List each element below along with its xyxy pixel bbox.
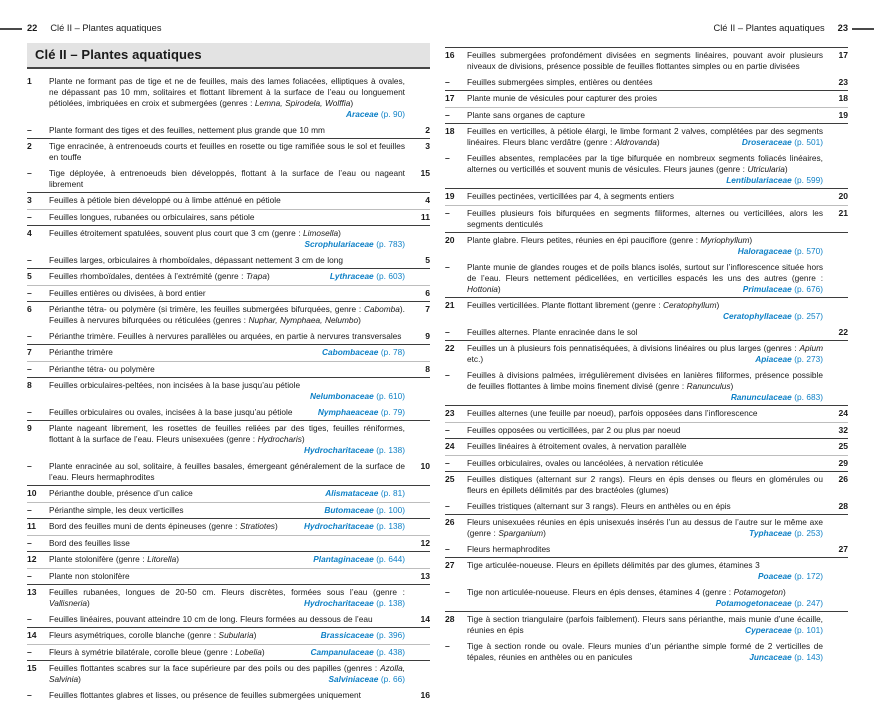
- couplet-lead: 5: [27, 271, 49, 282]
- couplet-lead: 6: [27, 304, 49, 315]
- couplet-text: Feuilles en verticilles, à pétiole élargi, le limbe formant 2 valves, complétées par des segments linéaires. Fleurs blanc verdâtre (genre : Aldrovanda) Droseraceae (p. 501): [467, 126, 823, 148]
- couplet-lead: –: [27, 364, 49, 375]
- couplet-target: 21: [823, 208, 848, 219]
- key-row: [445, 612, 848, 639]
- family-reference: [706, 598, 823, 609]
- key-row: [27, 166, 430, 194]
- couplet-text: Fleurs unisexuées réunies en épis unisexués insérés l’un au dessus de l’autre sur le même axe (genre : Sparganium) Typhaceae (p. 253): [467, 517, 823, 539]
- couplet-lead: –: [445, 153, 467, 164]
- family-page-ref: (p. 783): [374, 239, 405, 249]
- couplet-text: Feuilles flottantes scabres sur la face supérieure par des poils ou des papilles (genres : Azolla, Salvinia) Salviniaceae (p. 66): [49, 663, 405, 685]
- couplet-lead: 18: [445, 126, 467, 137]
- key-row: [445, 124, 848, 151]
- couplet-target: 2: [405, 125, 430, 136]
- family-name: Lentibulariaceae: [726, 175, 791, 185]
- key-row: [27, 123, 430, 140]
- family-page-ref: (p. 570): [792, 246, 823, 256]
- key-row: [27, 628, 430, 645]
- key-row: [445, 341, 848, 368]
- couplet-lead: –: [445, 77, 467, 88]
- family-name: Ceratophyllaceae: [723, 311, 792, 321]
- couplet-text: Plante sans organes de capture: [467, 110, 823, 121]
- couplet-lead: 14: [27, 630, 49, 641]
- key-row: [27, 74, 430, 123]
- family-reference: [320, 271, 405, 282]
- couplet-lead: 23: [445, 408, 467, 419]
- family-page-ref: (p. 81): [378, 488, 405, 498]
- couplet-target: 4: [405, 195, 430, 206]
- family-page-ref: (p. 247): [792, 598, 823, 608]
- couplet-text: Plante enracinée au sol, solitaire, à feuilles basales, émergeant généralement de la surface de l’eau. Fleurs hermaphrodites: [49, 461, 405, 483]
- couplet-lead: –: [445, 208, 467, 219]
- key-row: [27, 269, 430, 286]
- key-row: [27, 378, 430, 405]
- key-row: [27, 329, 430, 346]
- couplet-text: Feuilles entières ou divisées, à bord entier: [49, 288, 405, 299]
- couplet-text: Feuilles orbiculaires-peltées, non incisées à la base jusqu’au pétiole Nelumbonaceae (p. 610): [49, 380, 405, 402]
- family-name: Potamogetonaceae: [716, 598, 792, 608]
- couplet-text: Tige non articulée-noueuse. Fleurs en épis denses, étamines 4 (genre : Potamogeton) Potamogetonaceae (p. 247): [467, 587, 823, 609]
- couplet-text: Périanthe tétra- ou polymère (si trimère, les feuilles submergées bifurquées, genre : Cabomba). Feuilles à nervures bifurquées ou réticulées (genres : Nuphar, Nymphaea, Nelumbo): [49, 304, 405, 326]
- page-right: [445, 0, 848, 665]
- family-reference: [716, 175, 823, 186]
- key-row: [27, 486, 430, 503]
- couplet-target: 26: [823, 474, 848, 485]
- key-row: [27, 421, 430, 459]
- family-page-ref: (p. 599): [792, 175, 823, 185]
- key-row: [27, 688, 430, 703]
- family-reference: [294, 521, 405, 532]
- family-name: Scrophulariaceae: [305, 239, 374, 249]
- couplet-text: Feuilles à pétiole bien développé ou à limbe atténué en pétiole: [49, 195, 405, 206]
- running-head-left: [27, 23, 430, 34]
- running-head-right: [445, 23, 848, 34]
- key-row: [445, 439, 848, 456]
- couplet-text: Feuilles alternes (une feuille par noeud), parfois opposées dans l’inflorescence: [467, 408, 823, 419]
- family-reference: [301, 647, 406, 658]
- couplet-target: 11: [405, 212, 430, 223]
- couplet-text: Plante stolonifère (genre : Litorella) Plantaginaceae (p. 644): [49, 554, 405, 565]
- couplet-lead: –: [27, 538, 49, 549]
- couplet-text: Tige enracinée, à entrenoeuds courts et feuilles en rosette ou tige ramifiée sous le sol et feuilles en touffe: [49, 141, 405, 163]
- family-name: Araceae: [346, 109, 378, 119]
- couplet-lead: 13: [27, 587, 49, 598]
- couplet-lead: –: [27, 212, 49, 223]
- couplet-lead: –: [27, 461, 49, 472]
- couplet-lead: –: [27, 614, 49, 625]
- couplet-text: Feuilles distiques (alternant sur 2 rangs). Fleurs en épis denses ou fleurs en glomérules ou fleurs en épillets délimités par des bractéoles (glumes): [467, 474, 823, 496]
- couplet-lead: –: [27, 288, 49, 299]
- couplet-text: Périanthe trimère. Feuilles à nervures parallèles ou arquées, en partie à nervures transversales: [49, 331, 405, 342]
- family-name: Poaceae: [758, 571, 792, 581]
- couplet-text: Feuilles rhomboïdales, dentées à l’extrémité (genre : Trapa) Lythraceae (p. 603): [49, 271, 405, 282]
- family-page-ref: (p. 273): [792, 354, 823, 364]
- couplet-lead: 22: [445, 343, 467, 354]
- couplet-lead: –: [27, 255, 49, 266]
- family-reference: [308, 407, 405, 418]
- family-reference: [735, 625, 823, 636]
- family-name: Plantaginaceae: [313, 554, 373, 564]
- couplet-lead: 10: [27, 488, 49, 499]
- couplet-target: 14: [405, 614, 430, 625]
- key-row: [445, 585, 848, 613]
- couplet-lead: –: [27, 125, 49, 136]
- family-reference: [295, 239, 406, 250]
- couplet-lead: 20: [445, 235, 467, 246]
- couplet-text: Plante nageant librement, les rosettes de feuilles reliées par des tiges, feuilles réniformes, flottant à la surface de l’eau. Fleurs unisexuées (genre : Hydrocharis) Hydrocharitaceae (p. 138): [49, 423, 405, 456]
- key-row: [27, 286, 430, 303]
- family-page-ref: (p. 676): [792, 284, 823, 294]
- couplet-target: 3: [405, 141, 430, 152]
- couplet-text: Tige déployée, à entrenoeuds bien développés, flottant à la surface de l’eau ou nageant librement: [49, 168, 405, 190]
- right-margin-tick: [852, 28, 874, 30]
- family-reference: [739, 652, 823, 663]
- couplet-target: 6: [405, 288, 430, 299]
- family-name: Butomaceae: [324, 505, 373, 515]
- couplet-text: Périanthe trimère Cabombaceae (p. 78): [49, 347, 405, 358]
- family-page-ref: (p. 143): [792, 652, 823, 662]
- couplet-text: Feuilles rubanées, longues de 20-50 cm. Fleurs discrètes, formées sous l’eau (genre : Vallisneria) Hydrocharitaceae (p. 138): [49, 587, 405, 609]
- couplet-target: 8: [405, 364, 430, 375]
- couplet-text: Feuilles larges, orbiculaires à rhomboïdales, dépassant nettement 3 cm de long: [49, 255, 405, 266]
- couplet-text: Tige à section ronde ou ovale. Fleurs munies d’un périanthe simple formé de 2 verticilles de tépales, réunies en anthèles ou en panicules Juncaceae (p. 143): [467, 641, 823, 663]
- key-row: [27, 459, 430, 487]
- key-row: [27, 226, 430, 253]
- family-name: Campanulaceae: [311, 647, 374, 657]
- couplet-text: Fleurs hermaphrodites: [467, 544, 823, 555]
- couplet-lead: 2: [27, 141, 49, 152]
- couplet-lead: 24: [445, 441, 467, 452]
- couplet-lead: 9: [27, 423, 49, 434]
- key-row: [445, 639, 848, 666]
- couplet-target: 19: [823, 110, 848, 121]
- family-name: Nymphaeaceae: [318, 407, 378, 417]
- couplet-lead: –: [445, 327, 467, 338]
- family-reference: [315, 488, 405, 499]
- couplet-lead: 25: [445, 474, 467, 485]
- family-page-ref: (p. 253): [792, 528, 823, 538]
- family-reference: [300, 391, 405, 402]
- family-reference: [318, 674, 405, 685]
- couplet-text: Feuilles étroitement spatulées, souvent plus court que 3 cm (genre : Limosella) Scrophulariaceae (p. 783): [49, 228, 405, 250]
- key-row: [445, 542, 848, 559]
- key-row: [445, 151, 848, 190]
- couplet-text: Feuilles longues, rubanées ou orbiculaires, sans pétiole: [49, 212, 405, 223]
- family-page-ref: (p. 683): [792, 392, 823, 402]
- couplet-text: Feuilles tristiques (alternant sur 3 rangs). Fleurs en anthèles ou en épis: [467, 501, 823, 512]
- page-number-right: 23: [838, 23, 848, 34]
- key-row: [27, 519, 430, 536]
- family-reference: [311, 630, 405, 641]
- couplet-text: Feuilles submergées simples, entières ou dentées: [467, 77, 823, 88]
- family-name: Haloragaceae: [738, 246, 792, 256]
- family-name: Hydrocharitaceae: [304, 521, 374, 531]
- couplet-lead: 7: [27, 347, 49, 358]
- couplet-text: Feuilles flottantes glabres et lisses, ou présence de feuilles submergées uniquement: [49, 690, 405, 701]
- couplet-text: Feuilles verticillées. Plante flottant librement (genre : Ceratophyllum) Ceratophyllaceae (p. 257): [467, 300, 823, 322]
- couplet-target: 5: [405, 255, 430, 266]
- family-name: Hydrocharitaceae: [304, 598, 374, 608]
- couplet-target: 15: [405, 168, 430, 179]
- couplet-lead: 16: [445, 50, 467, 61]
- key-row: [445, 233, 848, 260]
- key-row: [27, 193, 430, 210]
- couplet-lead: –: [445, 370, 467, 381]
- key-row: [445, 406, 848, 423]
- couplet-lead: 4: [27, 228, 49, 239]
- key-row: [27, 405, 430, 422]
- couplet-text: Plante formant des tiges et des feuilles, nettement plus grande que 10 mm: [49, 125, 405, 136]
- family-page-ref: (p. 138): [374, 598, 405, 608]
- key-row: [445, 515, 848, 542]
- couplet-lead: –: [445, 458, 467, 469]
- couplet-lead: –: [445, 425, 467, 436]
- page-left: [27, 0, 430, 703]
- key-row: [445, 368, 848, 407]
- couplet-lead: –: [27, 168, 49, 179]
- key-row: [445, 472, 848, 499]
- couplet-text: Plante munie de vésicules pour capturer des proies: [467, 93, 823, 104]
- couplet-text: Feuilles linéaires à étroitement ovales, à nervation parallèle: [467, 441, 823, 452]
- key-row: [27, 552, 430, 569]
- family-reference: [314, 505, 405, 516]
- couplet-lead: 27: [445, 560, 467, 571]
- couplet-text: Feuilles opposées ou verticillées, par 2 ou plus par noeud: [467, 425, 823, 436]
- family-reference: [733, 284, 823, 295]
- family-name: Primulaceae: [743, 284, 792, 294]
- family-page-ref: (p. 603): [374, 271, 405, 281]
- couplet-lead: –: [27, 690, 49, 701]
- family-reference: [745, 354, 823, 365]
- family-name: Cabombaceae: [322, 347, 378, 357]
- family-name: Nelumbonaceae: [310, 391, 374, 401]
- family-page-ref: (p. 66): [378, 674, 405, 684]
- couplet-lead: 19: [445, 191, 467, 202]
- key-row: [445, 558, 848, 585]
- couplet-text: Périanthe double, présence d’un calice Alismataceae (p. 81): [49, 488, 405, 499]
- couplet-lead: –: [27, 647, 49, 658]
- family-page-ref: (p. 257): [792, 311, 823, 321]
- couplet-target: 13: [405, 571, 430, 582]
- couplet-target: 28: [823, 501, 848, 512]
- family-reference: [713, 311, 823, 322]
- family-page-ref: (p. 78): [378, 347, 405, 357]
- couplet-lead: 12: [27, 554, 49, 565]
- family-name: Cyperaceae: [745, 625, 792, 635]
- key-row: [27, 569, 430, 586]
- key-row: [27, 612, 430, 629]
- couplet-lead: 1: [27, 76, 49, 87]
- running-head-title-left: Clé II – Plantes aquatiques: [50, 23, 161, 34]
- family-name: Brassicaceae: [321, 630, 374, 640]
- family-name: Ranunculaceae: [731, 392, 792, 402]
- couplet-lead: –: [27, 505, 49, 516]
- couplet-lead: –: [445, 501, 467, 512]
- key-row: [445, 108, 848, 125]
- couplet-text: Bord des feuilles lisse: [49, 538, 405, 549]
- key-rows-right: [445, 47, 848, 665]
- couplet-lead: –: [445, 110, 467, 121]
- family-name: Lythraceae: [330, 271, 374, 281]
- couplet-text: Plante non stolonifère: [49, 571, 405, 582]
- couplet-target: 23: [823, 77, 848, 88]
- key-row: [27, 302, 430, 329]
- couplet-text: Fleurs à symétrie bilatérale, corolle bleue (genre : Lobelia) Campanulaceae (p. 438): [49, 647, 405, 658]
- key-row: [445, 456, 848, 473]
- couplet-text: Feuilles à divisions palmées, irrégulièrement divisées en lanières filiformes, présence possible de feuilles flottantes à limbe moins finement divisé (genre : Ranunculus) Ranunculaceae (p. 683): [467, 370, 823, 403]
- couplet-lead: –: [27, 407, 49, 418]
- couplet-target: 18: [823, 93, 848, 104]
- key-row: [445, 260, 848, 299]
- family-name: Droseraceae: [742, 137, 792, 147]
- family-page-ref: (p. 438): [374, 647, 405, 657]
- couplet-lead: –: [27, 331, 49, 342]
- family-page-ref: (p. 501): [792, 137, 823, 147]
- couplet-target: 17: [823, 50, 848, 61]
- key-row: [27, 362, 430, 379]
- key-row: [445, 189, 848, 206]
- couplet-text: Feuilles submergées profondément divisées en segments linéaires, pouvant avoir plusieurs niveaux de divisions, présence possible de feuilles flottantes simples ou en partie divisées: [467, 50, 823, 72]
- page-number-left: 22: [27, 23, 37, 34]
- family-name: Salviniaceae: [328, 674, 378, 684]
- family-page-ref: (p. 138): [374, 521, 405, 531]
- couplet-target: 32: [823, 425, 848, 436]
- family-page-ref: (p. 138): [374, 445, 405, 455]
- couplet-text: Feuilles absentes, remplacées par la tige bifurquée en nombreux segments foliacés linéaires, alternes ou verticillés et souvent munis de vésicules. Fleurs jaunes (genre : Utricularia) Lentibulariaceae (p. 599): [467, 153, 823, 186]
- section-title-banner: [27, 43, 430, 69]
- couplet-lead: 8: [27, 380, 49, 391]
- couplet-target: 12: [405, 538, 430, 549]
- family-name: Apiaceae: [755, 354, 791, 364]
- family-name: Alismataceae: [325, 488, 378, 498]
- couplet-text: Tige à section triangulaire (parfois faiblement). Fleurs sans périanthe, mais munie d’une écaille, réunies en épis Cyperaceae (p. 101): [467, 614, 823, 636]
- couplet-text: Plante ne formant pas de tige et ne de feuilles, mais des lames foliacées, elliptiques à ovales, ne dépassant pas 10 mm, solitaires et flottant librement à la surface de l’eau ou longuement pétiolées, imbriquées en croix et submergées (genres : Lemna, Spirodela, Wolffia) Araceae (p. 90): [49, 76, 405, 120]
- family-reference: [728, 246, 823, 257]
- family-page-ref: (p. 101): [792, 625, 823, 635]
- couplet-text: Plante munie de glandes rouges et de poils blancs isolés, surtout sur l’inflorescence située hors de l’eau. Fleurs nettement pédicellées, en verticilles espacés les uns des autres (genre : Hottonia) Primulaceae (p. 676): [467, 262, 823, 295]
- couplet-target: 27: [823, 544, 848, 555]
- couplet-text: Fleurs asymétriques, corolle blanche (genre : Subularia) Brassicaceae (p. 396): [49, 630, 405, 641]
- key-row: [27, 139, 430, 166]
- couplet-lead: –: [445, 544, 467, 555]
- family-reference: [303, 554, 405, 565]
- key-row: [445, 75, 848, 92]
- running-head-title-right: Clé II – Plantes aquatiques: [714, 23, 825, 34]
- couplet-lead: –: [27, 571, 49, 582]
- couplet-text: Feuilles orbiculaires ou ovales, incisées à la base jusqu’au pétiole Nymphaeaceae (p. 79): [49, 407, 405, 418]
- couplet-lead: 3: [27, 195, 49, 206]
- couplet-target: 16: [405, 690, 430, 701]
- family-page-ref: (p. 90): [378, 109, 405, 119]
- couplet-target: 25: [823, 441, 848, 452]
- key-row: [445, 206, 848, 234]
- family-page-ref: (p. 396): [374, 630, 405, 640]
- family-reference: [312, 347, 405, 358]
- couplet-text: Feuilles linéaires, pouvant atteindre 10 cm de long. Fleurs formées au dessous de l’eau: [49, 614, 405, 625]
- key-row: [445, 298, 848, 325]
- couplet-lead: –: [445, 262, 467, 273]
- family-name: Typhaceae: [749, 528, 792, 538]
- couplet-text: Plante glabre. Fleurs petites, réunies en épi pauciflore (genre : Myriophyllum) Haloragaceae (p. 570): [467, 235, 823, 257]
- key-row: [445, 423, 848, 440]
- family-page-ref: (p. 79): [378, 407, 405, 417]
- couplet-lead: 28: [445, 614, 467, 625]
- couplet-text: Feuilles pectinées, verticillées par 4, à segments entiers: [467, 191, 823, 202]
- family-reference: [739, 528, 823, 539]
- key-rows-left: [27, 74, 430, 703]
- key-row: [27, 210, 430, 227]
- key-row: [27, 345, 430, 362]
- family-reference: [294, 598, 405, 609]
- family-reference: [732, 137, 823, 148]
- couplet-lead: 17: [445, 93, 467, 104]
- family-page-ref: (p. 644): [374, 554, 405, 564]
- key-row: [27, 585, 430, 612]
- family-reference: [336, 109, 405, 120]
- key-row: [27, 661, 430, 688]
- key-row: [445, 91, 848, 108]
- couplet-text: Feuilles plusieurs fois bifurquées en segments filiformes, alternes ou verticillées, alors les segments denticulés: [467, 208, 823, 230]
- couplet-lead: 21: [445, 300, 467, 311]
- family-page-ref: (p. 610): [374, 391, 405, 401]
- couplet-lead: 11: [27, 521, 49, 532]
- family-page-ref: (p. 100): [374, 505, 405, 515]
- key-row: [445, 325, 848, 342]
- couplet-lead: –: [445, 587, 467, 598]
- couplet-target: 20: [823, 191, 848, 202]
- couplet-target: 7: [405, 304, 430, 315]
- couplet-lead: 26: [445, 517, 467, 528]
- couplet-text: Feuilles orbiculaires, ovales ou lancéolées, à nervation réticulée: [467, 458, 823, 469]
- key-row: [27, 536, 430, 553]
- couplet-text: Feuilles alternes. Plante enracinée dans le sol: [467, 327, 823, 338]
- family-reference: [748, 571, 823, 582]
- left-margin-tick: [0, 28, 22, 30]
- family-name: Hydrocharitaceae: [304, 445, 374, 455]
- couplet-text: Tige articulée-noueuse. Fleurs en épillets délimités par des glumes, étamines 3 Poaceae (p. 172): [467, 560, 823, 582]
- couplet-text: Périanthe tétra- ou polymère: [49, 364, 405, 375]
- couplet-target: 24: [823, 408, 848, 419]
- key-row: [445, 48, 848, 75]
- couplet-target: 22: [823, 327, 848, 338]
- couplet-lead: 15: [27, 663, 49, 674]
- key-row: [445, 499, 848, 516]
- couplet-lead: –: [445, 641, 467, 652]
- couplet-text: Feuilles un à plusieurs fois pennatiséquées, à divisions linéaires ou plus larges (genres : Apium etc.) Apiaceae (p. 273): [467, 343, 823, 365]
- section-title: Clé II – Plantes aquatiques: [35, 47, 202, 62]
- family-page-ref: (p. 172): [792, 571, 823, 581]
- couplet-target: 9: [405, 331, 430, 342]
- couplet-text: Périanthe simple, les deux verticilles Butomaceae (p. 100): [49, 505, 405, 516]
- key-row: [27, 645, 430, 662]
- couplet-target: 10: [405, 461, 430, 472]
- family-name: Juncaceae: [749, 652, 791, 662]
- key-row: [27, 253, 430, 270]
- family-reference: [294, 445, 405, 456]
- couplet-text: Bord des feuilles muni de dents épineuses (genre : Stratiotes) Hydrocharitaceae (p. 138): [49, 521, 405, 532]
- key-row: [27, 503, 430, 520]
- family-reference: [721, 392, 823, 403]
- couplet-target: 29: [823, 458, 848, 469]
